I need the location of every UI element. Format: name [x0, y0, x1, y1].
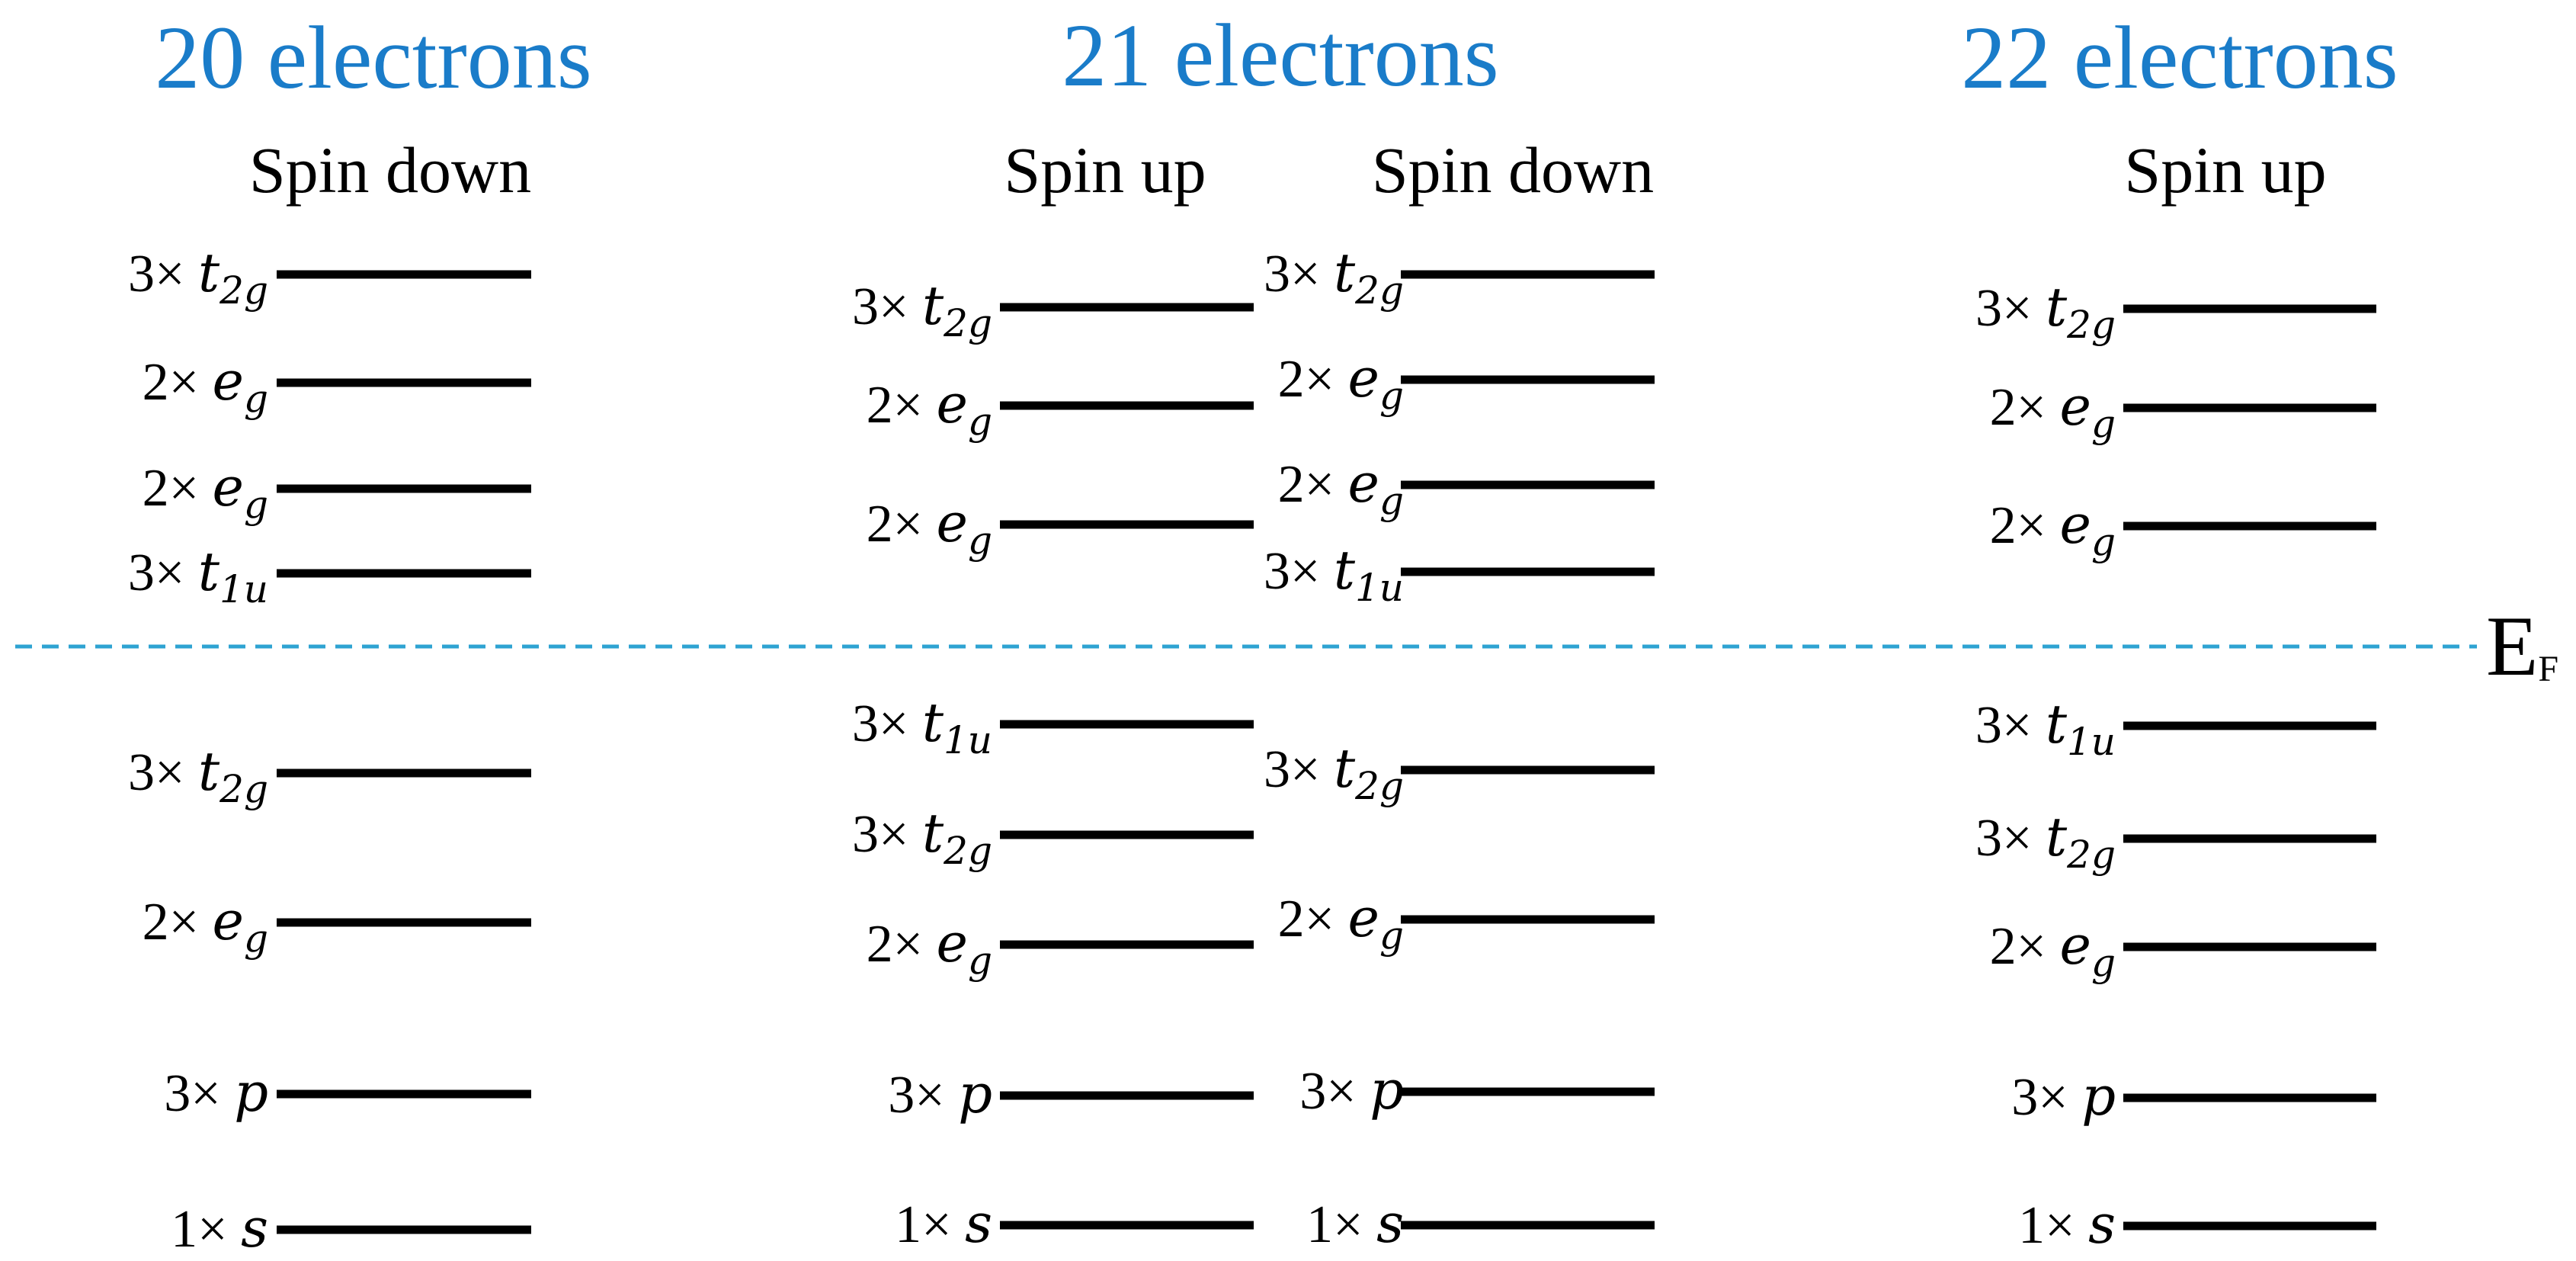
level-p1-c1-3-label: 3× t1u — [1263, 539, 1404, 610]
column-header-22-spin-up: Spin up — [2124, 133, 2327, 207]
level-p0-c0-7-label: 1× s — [171, 1197, 268, 1259]
panel-title-22-electrons: 22 electrons — [1961, 8, 2398, 107]
level-p1-c0-5-label: 2× eg — [866, 912, 992, 983]
level-p1-c1-4-label: 3× t2g — [1264, 737, 1404, 808]
level-p2-c0-3-label: 3× t1u — [1975, 693, 2116, 764]
level-p1-c1-2-label: 2× eg — [1277, 452, 1404, 523]
level-p1-c0-3-label: 3× t1u — [851, 691, 992, 762]
level-p2-c0-7-label: 1× s — [2018, 1193, 2116, 1256]
level-p2-c0-4-label: 3× t2g — [1975, 806, 2116, 877]
level-p0-c0-6-label: 3× p — [164, 1061, 268, 1124]
level-p0-c0-1-label: 2× eg — [142, 350, 268, 421]
level-p0-c0-0-label: 3× t2g — [128, 242, 268, 313]
level-p1-c1-7-label: 1× s — [1306, 1192, 1404, 1255]
level-p1-c0-7-label: 1× s — [895, 1192, 992, 1255]
level-p2-c0-1-label: 2× eg — [1989, 375, 2116, 446]
energy-levels — [128, 242, 2376, 1259]
level-p0-c0-3-label: 3× t1u — [127, 541, 268, 611]
level-p2-c0-2-label: 2× eg — [1989, 493, 2116, 564]
panel-title-21-electrons: 21 electrons — [1062, 5, 1499, 105]
panel-title-20-electrons: 20 electrons — [155, 8, 592, 107]
column-header-21-spin-down: Spin down — [1371, 133, 1655, 207]
level-p1-c0-6-label: 3× p — [888, 1063, 992, 1125]
level-p1-c1-0-label: 3× t2g — [1264, 242, 1404, 313]
column-header-21-spin-up: Spin up — [1004, 133, 1206, 207]
level-p1-c0-1-label: 2× eg — [866, 373, 992, 444]
fermi-level-label: EF — [2486, 599, 2559, 694]
level-p0-c0-4-label: 3× t2g — [128, 740, 268, 811]
level-p2-c0-6-label: 3× p — [2011, 1065, 2116, 1128]
level-p0-c0-5-label: 2× eg — [142, 890, 268, 961]
level-p2-c0-5-label: 2× eg — [1989, 914, 2116, 985]
level-p1-c1-6-label: 3× p — [1299, 1059, 1404, 1121]
level-p2-c0-0-label: 3× t2g — [1975, 276, 2116, 347]
level-p1-c0-2-label: 2× eg — [866, 492, 992, 563]
level-p1-c0-4-label: 3× t2g — [852, 802, 992, 873]
level-p0-c0-2-label: 2× eg — [142, 456, 268, 527]
level-p1-c1-1-label: 2× eg — [1277, 347, 1404, 418]
level-p1-c0-0-label: 3× t2g — [852, 274, 992, 345]
level-p1-c1-5-label: 2× eg — [1277, 887, 1404, 958]
column-header-20-spin-down: Spin down — [248, 133, 532, 207]
